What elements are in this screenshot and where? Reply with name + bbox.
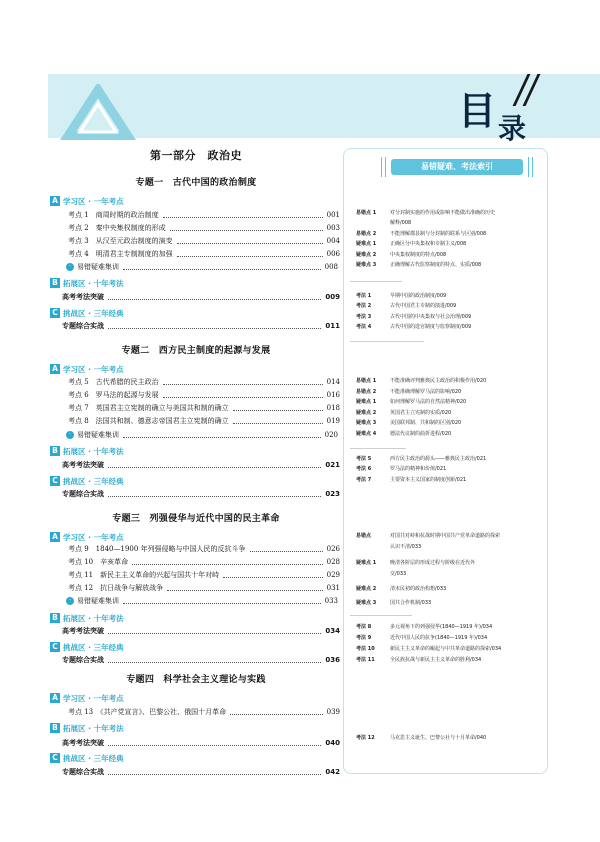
title-main: 目 [458, 89, 497, 133]
index-entry[interactable]: 易错点 2 不能理解郡县制与分封制的联系与区别/008 [356, 231, 487, 237]
bullet-icon: · [66, 597, 74, 605]
index-entry[interactable]: 疑难点 1 如何理解罗马法的自然法精神/020 [356, 399, 467, 405]
divider [350, 341, 424, 342]
topic-title: 专题四 科学社会主义理论与实践 [126, 675, 266, 685]
index-sidebar [343, 148, 548, 774]
index-entry[interactable]: 考法 12 马克思主义诞生、巴黎公社与十月革命/040 [356, 735, 487, 741]
topic-title: 专题二 西方民主制度的起源与发展 [121, 346, 271, 356]
index-entry[interactable]: 考法 2 古代中国君主专制的演进/009 [356, 303, 457, 309]
zone-challenge: C 挑战区 · 三年经典 [50, 641, 124, 653]
zone-challenge: C 挑战区 · 三年经典 [50, 475, 124, 487]
index-entry[interactable]: 疑难点 3 正确理解古代监察制度的特点、实质/008 [356, 262, 482, 268]
divider [350, 615, 412, 616]
toc-entry[interactable]: 考点 3 从汉至元政治制度的演变 004 [68, 237, 340, 245]
divider [350, 448, 406, 449]
zone-study: A 学习区 · 一年考点 [50, 363, 124, 375]
toc-entry[interactable]: 考点 1 商周时期的政治制度 001 [68, 211, 340, 219]
toc-entry[interactable]: 考点 2 秦中央集权制度的形成 003 [68, 224, 340, 232]
toc-entry[interactable]: 专题综合实战 036 [62, 656, 340, 664]
toc-entry[interactable]: 专题综合实战 011 [62, 322, 340, 330]
index-entry[interactable]: 疑难点 1 正确区分中央集权和专制主义/008 [356, 241, 467, 247]
sidebar-tab-label: 易错疑难、考法索引 [421, 162, 493, 171]
index-entry[interactable]: 考法 4 古代中国的选官制度与监察制度/009 [356, 324, 472, 330]
index-entry[interactable]: 考法 6 罗马法的精神和价值/021 [356, 466, 447, 472]
index-entry[interactable]: 考法 3 古代中国的中央集权与社会治理/009 [356, 314, 472, 320]
toc-column [50, 0, 342, 842]
zone-improve: B 拓展区 · 十年考法 [50, 722, 124, 734]
zone-improve: B 拓展区 · 十年考法 [50, 612, 124, 624]
toc-entry[interactable]: 考点 5 古代希腊的民主政治 014 [68, 378, 340, 386]
toc-entry[interactable]: 考点 10 辛亥革命 028 [68, 558, 340, 566]
sidebar-tab [391, 159, 523, 175]
index-entry[interactable]: 考法 7 主要资本主义国家的制度创新/021 [356, 477, 467, 483]
toc-entry[interactable]: 考点 12 抗日战争与解放战争 031 [68, 584, 340, 592]
index-entry[interactable]: 易错点 1 对分封制实施的作用或影响不能做出准确的历史 [356, 210, 496, 216]
zone-challenge: C 挑战区 · 三年经典 [50, 752, 124, 764]
toc-entry[interactable]: 考点 6 罗马法的起源与发展 016 [68, 391, 340, 399]
toc-entry[interactable]: 高考考法突破 034 [62, 627, 340, 635]
bullet-icon: · [66, 431, 74, 439]
part-title: 第一部分 政治史 [150, 149, 242, 162]
bullet-icon: · [66, 263, 74, 271]
index-entry-cont: 解释/008 [390, 220, 412, 226]
index-entry[interactable]: 考法 11 全民族抗战与新民主主义革命的胜利/034 [356, 657, 482, 663]
topic-title: 专题三 列强侵华与近代中国的民主革命 [112, 514, 280, 524]
zone-improve: B 拓展区 · 十年考法 [50, 277, 124, 289]
title-sub: 录 [498, 112, 527, 145]
index-entry-cont: 认识不清/033 [390, 544, 422, 550]
index-entry[interactable]: 考法 5 西方民主政治的源头——雅典民主政治/021 [356, 456, 487, 462]
index-entry[interactable]: 易错点 对国共对峙和抗战时期中国共产党革命道路的探索 [356, 533, 501, 539]
toc-entry[interactable]: 高考考法突破 040 [62, 739, 340, 747]
zone-study: A 学习区 · 一年考点 [50, 195, 124, 207]
toc-entry[interactable]: 考点 4 明清君主专制制度的加强 006 [68, 250, 340, 258]
toc-entry[interactable]: 考点 7 英国君主立宪制的确立与美国共和制的确立 018 [68, 404, 340, 412]
toc-entry[interactable]: 考点 11 新民主主义革命的兴起与国共十年对峙 029 [68, 571, 340, 579]
index-entry[interactable]: 疑难点 4 德法代议制的曲折进程/020 [356, 431, 452, 437]
index-entry[interactable]: 考法 10 新民主主义革命的崛起与中共革命道路的探索/034 [356, 646, 502, 652]
zone-improve: B 拓展区 · 十年考法 [50, 445, 124, 457]
index-entry[interactable]: 疑难点 2 中央集权制度的特点/008 [356, 252, 447, 258]
index-entry[interactable]: 疑难点 3 美国联邦制、共和制的区别/020 [356, 420, 462, 426]
zone-study: A 学习区 · 一年考点 [50, 531, 124, 543]
toc-entry[interactable]: 考点 13 《共产党宣言》、巴黎公社、俄国十月革命 039 [68, 708, 340, 716]
index-entry[interactable]: 考法 1 早期中国的政治制度/009 [356, 293, 447, 299]
zone-study: A 学习区 · 一年考点 [50, 692, 124, 704]
index-entry[interactable]: 易错点 2 不能准确理解罗马法的影响/020 [356, 389, 462, 395]
index-entry[interactable]: 易错点 1 不能准确评判雅典民主政治的积极作用/020 [356, 378, 487, 384]
page-title [458, 80, 527, 145]
toc-entry[interactable]: · 易错疑难集训 008 [66, 261, 338, 273]
toc-entry[interactable]: 高考考法突破 021 [62, 461, 340, 469]
index-entry[interactable]: 考法 8 多元视角下的列强侵华(1840—1919 年)/034 [356, 624, 493, 630]
index-entry[interactable]: 疑难点 1 晚清各阶层的形成过程与阶级在近代外 [356, 560, 476, 566]
topic-title: 专题一 古代中国的政治制度 [135, 178, 257, 188]
index-entry[interactable]: 疑难点 2 英国君主立宪制的实质/020 [356, 410, 452, 416]
index-entry[interactable]: 疑难点 2 清末民初的政治构想/033 [356, 586, 447, 592]
toc-entry[interactable]: 专题综合实战 023 [62, 490, 340, 498]
toc-entry[interactable]: 考点 8 法国共和制、德意志帝国君主立宪制的确立 019 [68, 417, 340, 425]
zone-challenge: C 挑战区 · 三年经典 [50, 307, 124, 319]
toc-entry[interactable]: 专题综合实战 042 [62, 768, 340, 776]
index-entry-cont: 交/033 [390, 571, 407, 577]
toc-entry[interactable]: 高考考法突破 009 [62, 293, 340, 301]
divider [350, 281, 402, 282]
toc-entry[interactable]: · 易错疑难集训 020 [66, 429, 338, 441]
index-entry[interactable]: 考法 9 近代中国人民的抗争(1840—1919 年)/034 [356, 635, 488, 641]
toc-entry[interactable]: · 易错疑难集训 033 [66, 595, 338, 607]
toc-entry[interactable]: 考点 9 1840—1900 年列强侵略与中国人民的反抗斗争 026 [68, 545, 340, 553]
index-entry[interactable]: 疑难点 3 国共合作机制/033 [356, 600, 432, 606]
